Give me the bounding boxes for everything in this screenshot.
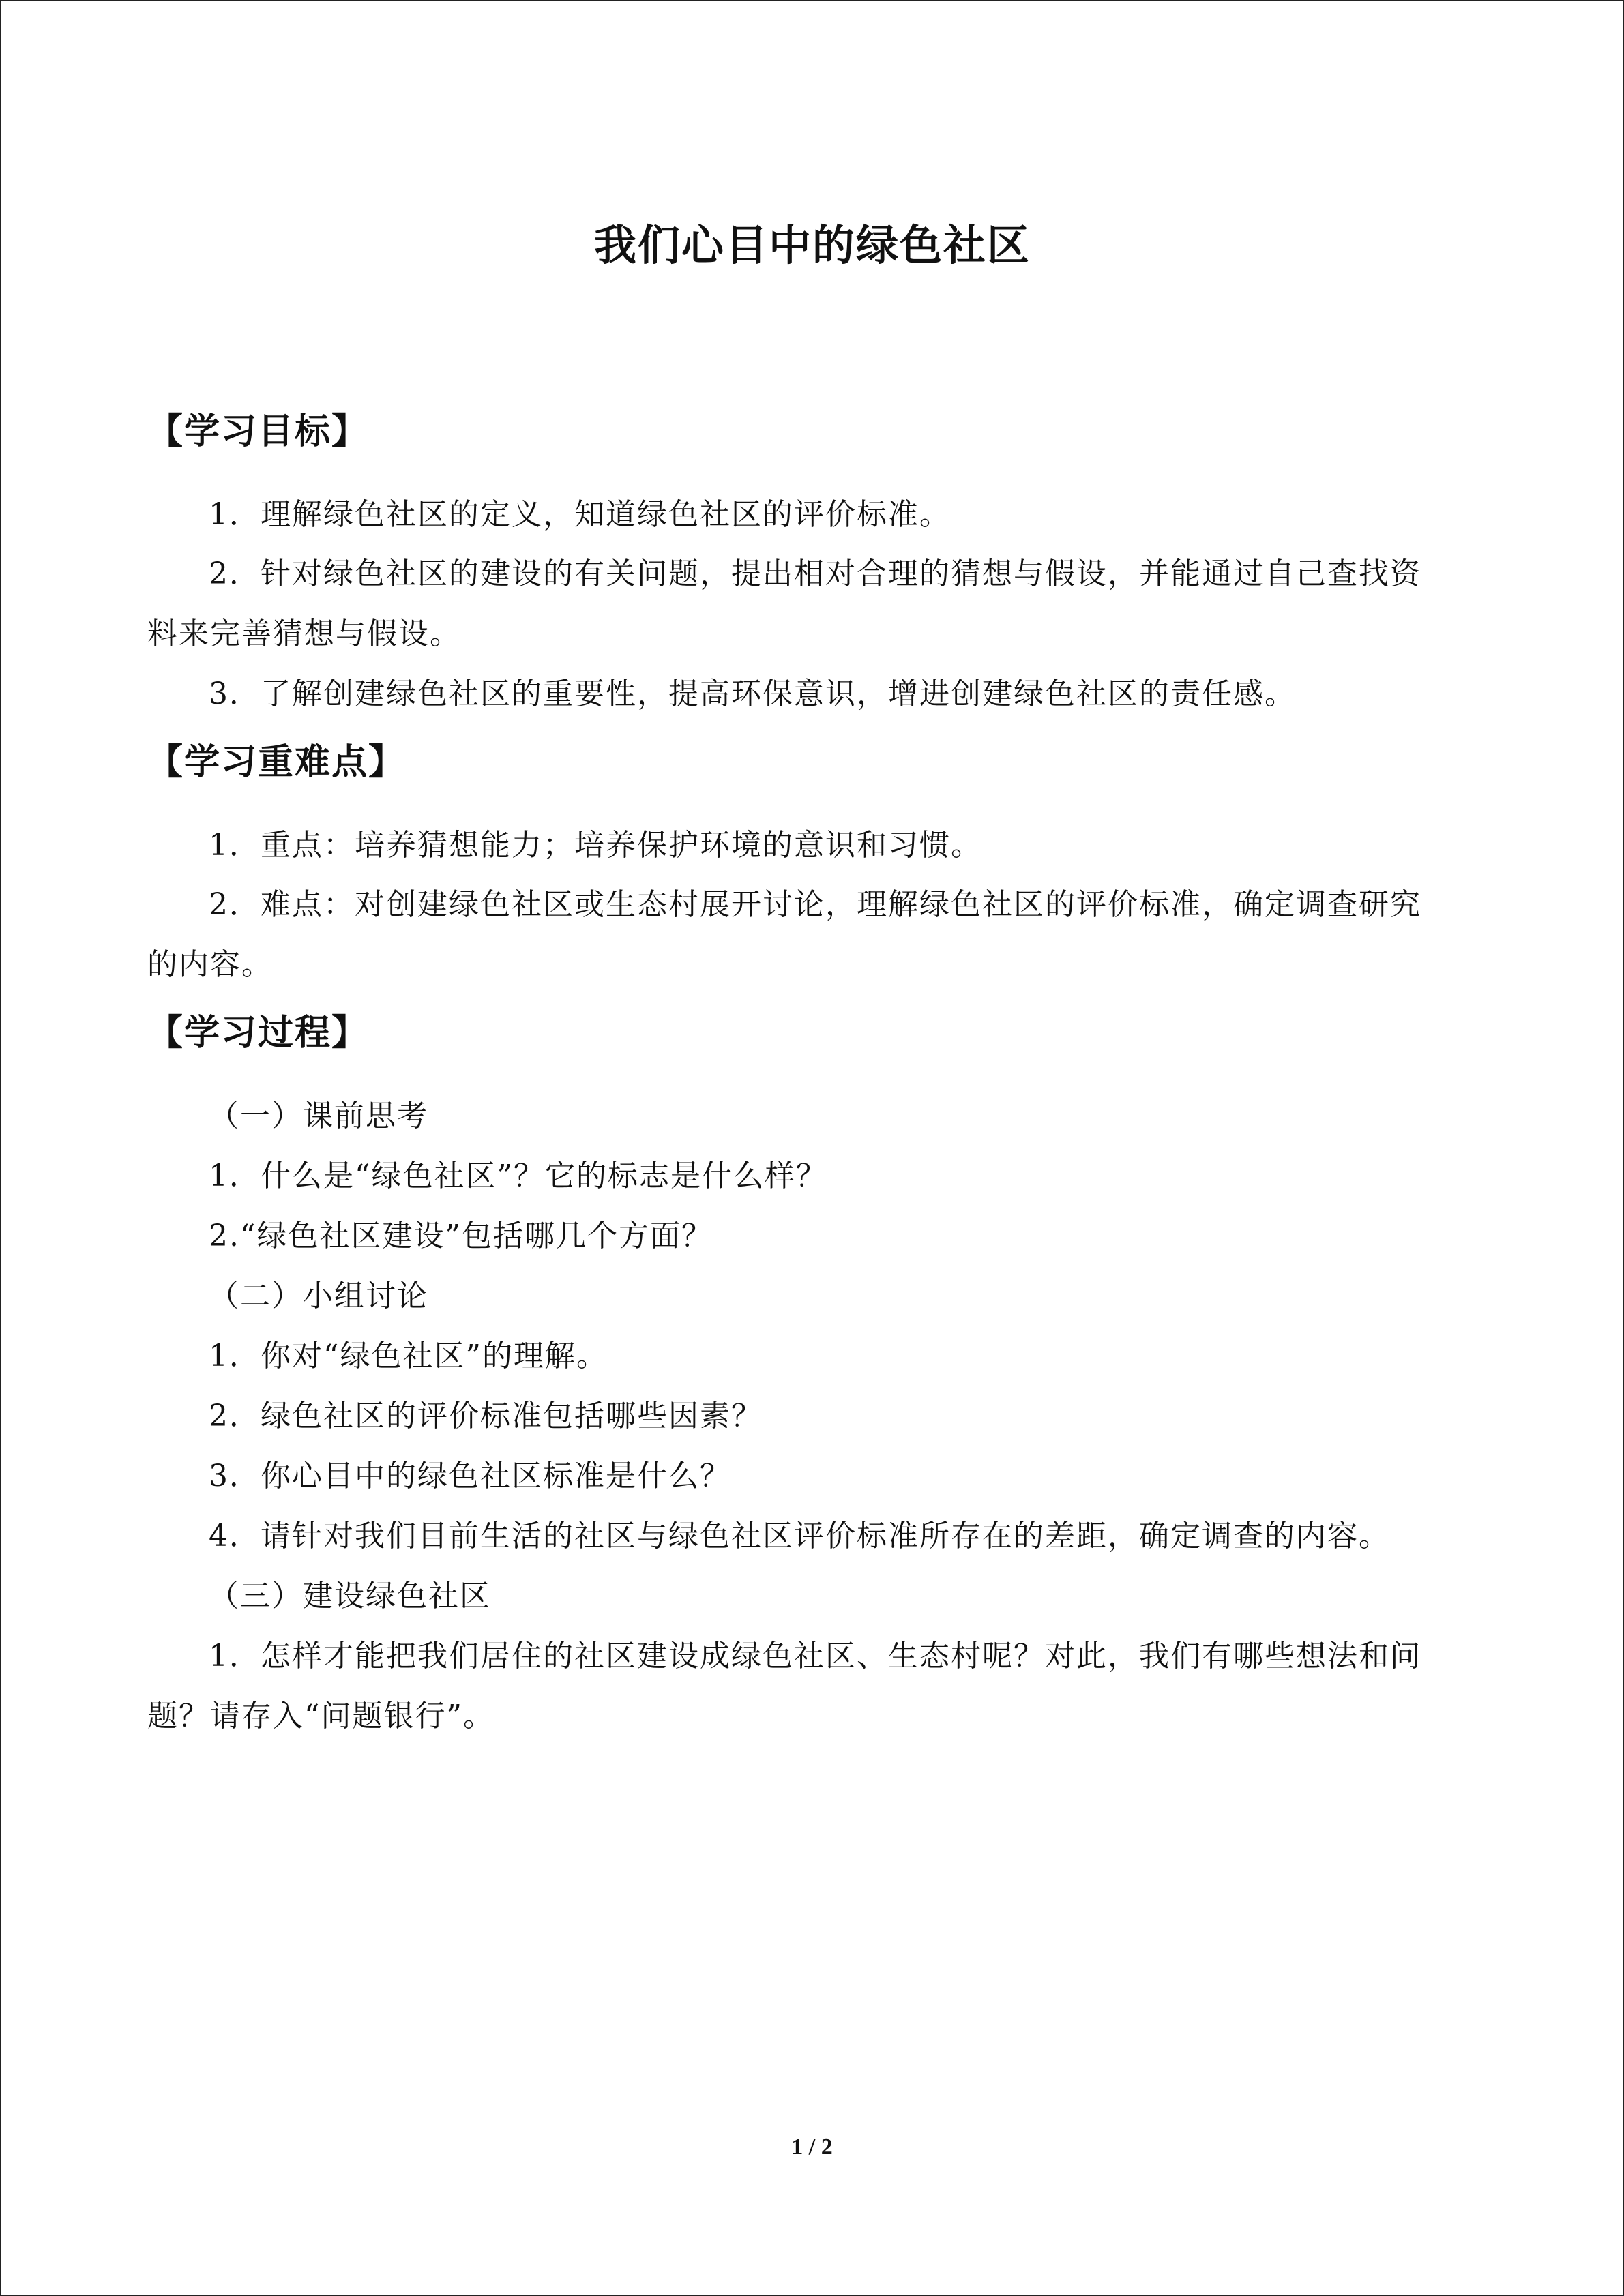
process-sub-2-q1: 1．你对“绿色社区”的理解。 <box>209 1339 608 1373</box>
process-sub-2-q3: 3．你心目中的绿色社区标准是什么？ <box>209 1459 731 1493</box>
goals-line-1: 1．理解绿色社区的定义，知道绿色社区的评价标准。 <box>209 497 951 532</box>
page-number: 1 / 2 <box>791 2134 833 2160</box>
key-points-line-2b: 的内容。 <box>147 947 273 982</box>
process-sub-3-q1b: 题？请存入“问题银行”。 <box>147 1699 494 1733</box>
process-sub-2-q2: 2．绿色社区的评价标准包括哪些因素？ <box>209 1399 763 1433</box>
heading-goals: 【学习目标】 <box>147 411 369 452</box>
process-sub-3: （三）建设绿色社区 <box>209 1579 491 1613</box>
process-sub-3-q1a: 1．怎样才能把我们居住的社区建设成绿色社区、生态村呢？对此，我们有哪些想法和问 <box>209 1639 1421 1673</box>
goals-line-2a: 2．针对绿色社区的建设的有关问题，提出相对合理的猜想与假设，并能通过自己查找资 <box>209 556 1421 591</box>
key-points-line-2a: 2．难点：对创建绿色社区或生态村展开讨论，理解绿色社区的评价标准，确定调查研究 <box>209 887 1421 922</box>
process-sub-1-q1: 1．什么是“绿色社区”？它的标志是什么样？ <box>209 1159 827 1193</box>
page-title: 我们心目中的绿色社区 <box>593 220 1031 270</box>
goals-line-2b: 料来完善猜想与假设。 <box>147 616 461 651</box>
process-sub-2: （二）小组讨论 <box>209 1279 428 1313</box>
process-sub-1: （一）课前思考 <box>209 1099 428 1133</box>
goals-line-3: 3．了解创建绿色社区的重要性，提高环保意识，增进创建绿色社区的责任感。 <box>209 676 1296 711</box>
process-sub-1-q2: 2.“绿色社区建设”包括哪几个方面？ <box>209 1219 713 1253</box>
heading-key-points: 【学习重难点】 <box>147 741 406 783</box>
heading-process: 【学习过程】 <box>147 1012 369 1054</box>
process-sub-2-q4: 4．请针对我们目前生活的社区与绿色社区评价标准所存在的差距，确定调查的内容。 <box>209 1519 1390 1553</box>
key-points-line-1: 1．重点：培养猜想能力；培养保护环境的意识和习惯。 <box>209 828 982 863</box>
